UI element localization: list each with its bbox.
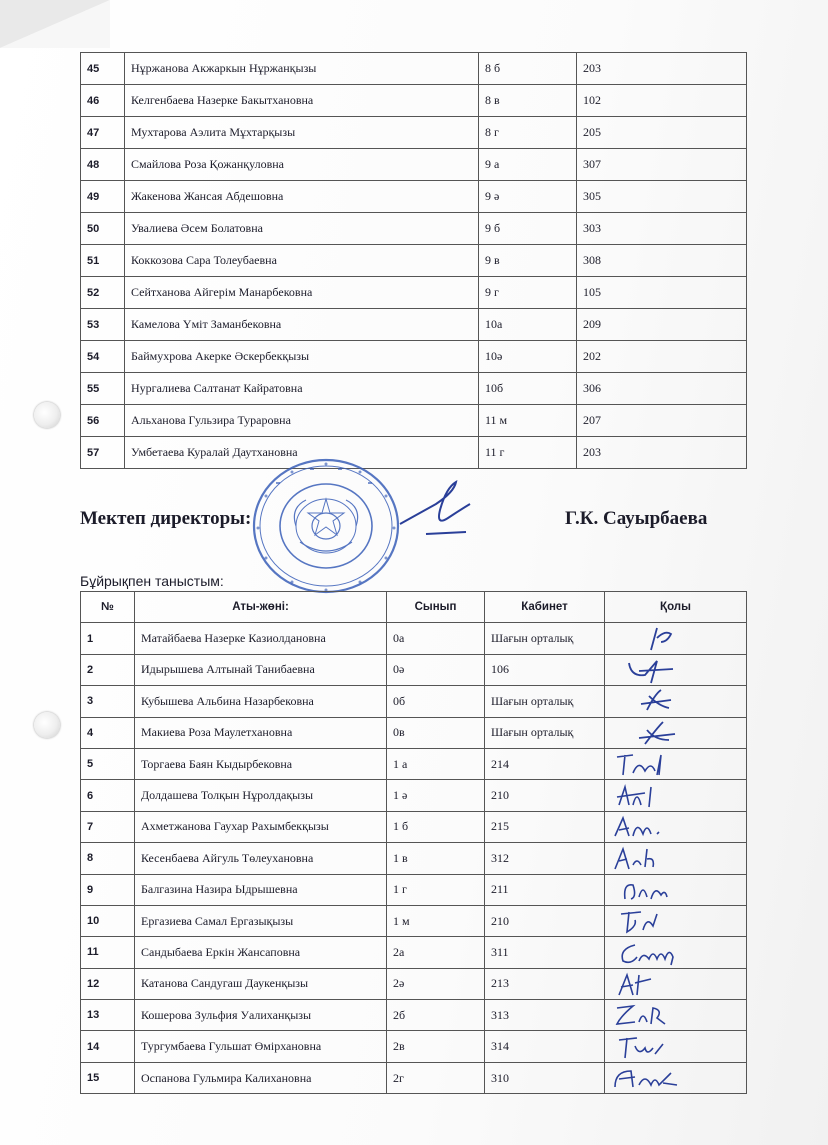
teacher-name: Камелова Үміт Заманбековна [125,309,479,341]
teacher-name: Торгаева Баян Кыдырбековна [135,748,387,779]
row-number: 55 [81,373,125,405]
column-header-signature: Қолы [605,592,747,623]
class-cell: 9 б [479,213,577,245]
signature-cell [605,1031,747,1062]
row-number: 10 [81,905,135,936]
row-number: 2 [81,654,135,685]
row-number: 46 [81,85,125,117]
punch-hole [34,402,60,428]
row-number: 8 [81,843,135,874]
table-row [81,874,747,905]
column-header-name: Аты-жөні: [135,592,387,623]
table-row [81,149,747,181]
table-row [81,213,747,245]
room-cell: 202 [577,341,747,373]
room-cell: 303 [577,213,747,245]
signature-cell [605,1000,747,1031]
room-cell: 209 [577,309,747,341]
teacher-name: Идырышева Алтынай Танибаевна [135,654,387,685]
class-cell: 1 б [387,811,485,842]
signature-cell [605,1062,747,1093]
class-cell: 2в [387,1031,485,1062]
class-cell: 11 м [479,405,577,437]
class-cell: 0а [387,623,485,654]
signature-cell [605,748,747,779]
room-cell: 207 [577,405,747,437]
table-row [81,277,747,309]
class-cell: 1 ә [387,780,485,811]
room-cell: 310 [485,1062,605,1093]
class-cell: 9 в [479,245,577,277]
handwritten-signature [611,812,741,842]
handwritten-signature [611,1000,741,1030]
table-row [81,654,747,685]
signature-cell [605,717,747,748]
row-number: 56 [81,405,125,437]
handwritten-signature [611,1032,741,1062]
teacher-name: Коккозова Сара Толеубаевна [125,245,479,277]
class-cell: 8 в [479,85,577,117]
table-row [81,1000,747,1031]
class-cell: 10ә [479,341,577,373]
row-number: 49 [81,181,125,213]
teacher-name: Келгенбаева Назерке Бакытхановна [125,85,479,117]
teacher-name: Мухтарова Аэлита Мұхтарқызы [125,117,479,149]
column-header-number: № [81,592,135,623]
room-cell: 210 [485,780,605,811]
room-cell: 211 [485,874,605,905]
table-row [81,245,747,277]
row-number: 52 [81,277,125,309]
acknowledgement-label: Бұйрықпен таныстым: [80,573,224,589]
class-cell: 0ә [387,654,485,685]
table-row [81,437,747,469]
handwritten-signature [611,969,741,999]
row-number: 15 [81,1062,135,1093]
handwritten-signature [611,655,741,685]
signature-cell [605,843,747,874]
table-row [81,405,747,437]
table-row [81,117,747,149]
class-cell: 2а [387,937,485,968]
table-row [81,85,747,117]
room-cell: Шағын орталық [485,623,605,654]
class-cell: 1 м [387,905,485,936]
table-row [81,780,747,811]
teacher-name: Увалиева Әсем Болатовна [125,213,479,245]
table-row [81,1062,747,1093]
teacher-name: Смайлова Роза Қожанқуловна [125,149,479,181]
class-cell: 2б [387,1000,485,1031]
table-row [81,373,747,405]
room-cell: 213 [485,968,605,999]
table-row [81,717,747,748]
signature-cell [605,780,747,811]
class-cell: 8 б [479,53,577,85]
table-row [81,686,747,717]
class-cell: 1 а [387,748,485,779]
row-number: 47 [81,117,125,149]
teacher-name: Кубышева Альбина Назарбековна [135,686,387,717]
class-cell: 11 г [479,437,577,469]
row-number: 11 [81,937,135,968]
teacher-name: Матайбаева Назерке Казиолдановна [135,623,387,654]
signature-cell [605,968,747,999]
teacher-name: Долдашева Толқын Нұролдақызы [135,780,387,811]
room-cell: 203 [577,53,747,85]
director-name: Г.К. Сауырбаева [565,508,708,529]
room-cell: 210 [485,905,605,936]
signature-cell [605,905,747,936]
signature-cell [605,686,747,717]
row-number: 7 [81,811,135,842]
room-cell: 102 [577,85,747,117]
room-cell: Шағын орталық [485,717,605,748]
teacher-name: Баймухрова Акерке Әскербекқызы [125,341,479,373]
class-cell: 9 ә [479,181,577,213]
director-signature [396,474,474,538]
folded-corner-shadow [0,0,110,48]
signature-cell [605,874,747,905]
teacher-name: Умбетаева Куралай Даутхановна [125,437,479,469]
table-row [81,811,747,842]
room-cell: 311 [485,937,605,968]
class-cell: 8 г [479,117,577,149]
handwritten-signature [611,875,741,905]
room-cell: 306 [577,373,747,405]
handwritten-signature [611,686,741,716]
handwritten-signature [611,781,741,811]
teacher-name: Макиева Роза Маулетхановна [135,717,387,748]
staff-table-continued [80,52,747,469]
director-label: Мектеп директоры: [80,508,252,529]
row-number: 48 [81,149,125,181]
row-number: 1 [81,623,135,654]
table-row [81,1031,747,1062]
room-cell: Шағын орталық [485,686,605,717]
class-cell: 10а [479,309,577,341]
table-row [81,937,747,968]
teacher-name: Сандыбаева Еркін Жансаповна [135,937,387,968]
row-number: 50 [81,213,125,245]
room-cell: 308 [577,245,747,277]
table-row [81,181,747,213]
table-row [81,341,747,373]
teacher-name: Сейтханова Айгерім Манарбековна [125,277,479,309]
room-cell: 203 [577,437,747,469]
class-cell: 2ә [387,968,485,999]
row-number: 3 [81,686,135,717]
table-row [81,53,747,85]
room-cell: 105 [577,277,747,309]
class-cell: 10б [479,373,577,405]
class-cell: 0в [387,717,485,748]
teacher-name: Оспанова Гульмира Калихановна [135,1062,387,1093]
teacher-name: Нұржанова Акжаркын Нұржанқызы [125,53,479,85]
row-number: 53 [81,309,125,341]
room-cell: 313 [485,1000,605,1031]
punch-hole [34,712,60,738]
row-number: 9 [81,874,135,905]
row-number: 12 [81,968,135,999]
room-cell: 305 [577,181,747,213]
teacher-name: Альханова Гульзира Тураровна [125,405,479,437]
class-cell: 9 г [479,277,577,309]
column-header-class: Сынып [387,592,485,623]
room-cell: 214 [485,748,605,779]
row-number: 57 [81,437,125,469]
row-number: 51 [81,245,125,277]
handwritten-signature [611,749,741,779]
teacher-name: Катанова Сандугаш Даукенқызы [135,968,387,999]
class-cell: 1 в [387,843,485,874]
table-row [81,309,747,341]
table-row [81,748,747,779]
room-cell: 215 [485,811,605,842]
column-header-room: Кабинет [485,592,605,623]
class-cell: 0б [387,686,485,717]
acknowledgement-table [80,591,747,1094]
signature-cell [605,811,747,842]
handwritten-signature [611,906,741,936]
signature-cell [605,654,747,685]
row-number: 14 [81,1031,135,1062]
teacher-name: Нургалиева Салтанат Кайратовна [125,373,479,405]
teacher-name: Балгазина Назира Ыдрышевна [135,874,387,905]
table-header-row [81,592,747,623]
teacher-name: Тургумбаева Гульшат Өмірхановна [135,1031,387,1062]
row-number: 6 [81,780,135,811]
room-cell: 307 [577,149,747,181]
room-cell: 314 [485,1031,605,1062]
table-row [81,843,747,874]
room-cell: 205 [577,117,747,149]
room-cell: 106 [485,654,605,685]
official-seal-stamp [250,456,402,596]
row-number: 5 [81,748,135,779]
room-cell: 312 [485,843,605,874]
handwritten-signature [611,937,741,967]
class-cell: 9 а [479,149,577,181]
class-cell: 1 г [387,874,485,905]
teacher-name: Кесенбаева Айгуль Төлеухановна [135,843,387,874]
row-number: 45 [81,53,125,85]
teacher-name: Жакенова Жансая Абдешовна [125,181,479,213]
handwritten-signature [611,624,741,654]
teacher-name: Ахметжанова Гаухар Рахымбекқызы [135,811,387,842]
class-cell: 2г [387,1062,485,1093]
row-number: 13 [81,1000,135,1031]
handwritten-signature [611,1063,741,1093]
teacher-name: Кошерова Зульфия Уалиханқызы [135,1000,387,1031]
handwritten-signature [611,718,741,748]
signature-cell [605,623,747,654]
teacher-name: Ергазиева Самал Ергазықызы [135,905,387,936]
signature-cell [605,937,747,968]
table-row [81,905,747,936]
row-number: 4 [81,717,135,748]
table-row [81,623,747,654]
table-row [81,968,747,999]
row-number: 54 [81,341,125,373]
handwritten-signature [611,843,741,873]
